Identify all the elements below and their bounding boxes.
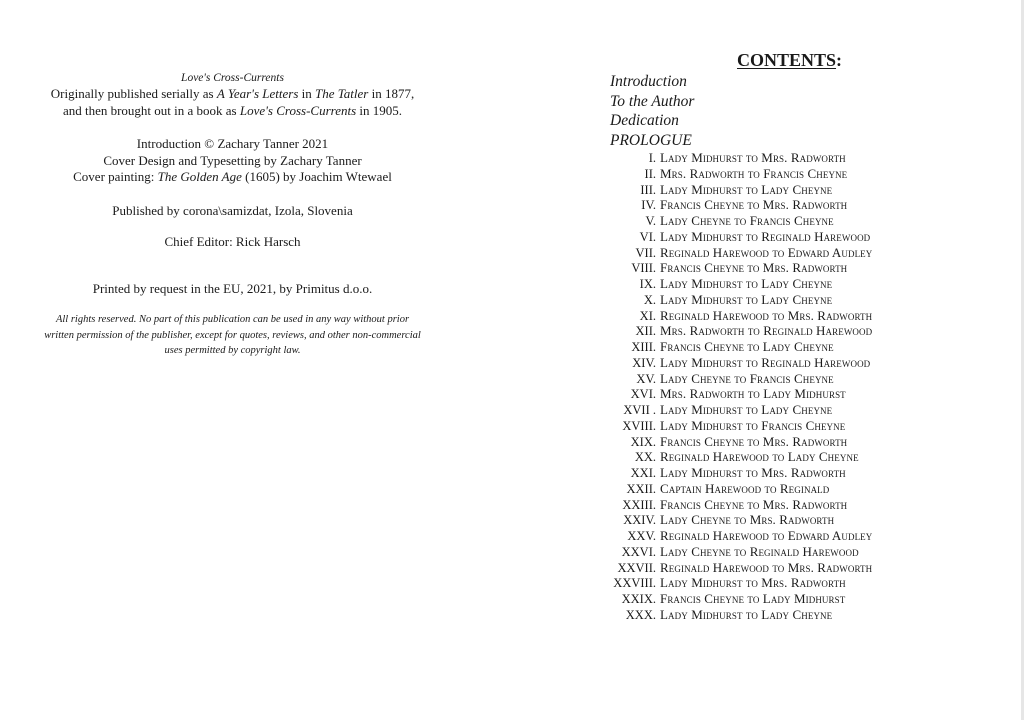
toc-entry-number: V.: [645, 214, 656, 228]
toc-entry: [600, 465, 872, 481]
toc-entry-title: Francis Cheyne to Lady Midhurst: [660, 591, 846, 606]
toc-entry-number: VII.: [635, 245, 656, 260]
book-title: Love's Cross-Currents: [181, 72, 284, 84]
toc-entry: [600, 386, 872, 402]
toc-entry-number: XXIV.: [623, 513, 656, 528]
printer-line: Printed by request in the EU, 2021, by Primitus d.o.o.: [92, 280, 373, 296]
front-matter-list: [610, 72, 694, 150]
toc-entry-title: Francis Cheyne to Mrs. Radworth: [660, 197, 848, 213]
toc-entry-number: XIV.: [632, 355, 656, 370]
toc-entry-number: XXVII.: [617, 560, 656, 575]
publication-history: Originally published serially as A Year's Letters in The Tatler in 1877, and then brought out in a book as Love's Cross-Currents in 1905.: [50, 86, 415, 118]
toc-entry: [600, 166, 872, 182]
toc-entry: [600, 323, 872, 339]
toc-entry-title: Lady Midhurst to Mrs. Radworth: [660, 575, 846, 591]
toc-entry: [600, 497, 872, 513]
toc-entry: [600, 402, 872, 418]
copyright-page: [40, 70, 425, 359]
toc-entry-title: Reginald Harewood to Lady Cheyne: [660, 449, 859, 465]
toc-entry: [600, 182, 872, 198]
toc-entry-number: XXV.: [627, 529, 656, 543]
toc-entry-title: Lady Midhurst to Lady Cheyne: [660, 276, 833, 291]
front-matter-item-prologue: PROLOGUE: [610, 131, 692, 149]
toc-entry-number: IX.: [639, 277, 656, 291]
toc-entry: [600, 229, 872, 245]
toc-entry: [600, 371, 872, 387]
toc-entry: [600, 276, 872, 292]
toc-entry-title: Francis Cheyne to Mrs. Radworth: [660, 433, 848, 449]
toc-entry-number: XXVI.: [621, 544, 656, 559]
toc-entry: [600, 197, 872, 213]
toc-entry: [600, 292, 872, 308]
front-matter-item-introduction: Introduction: [610, 73, 687, 90]
toc-entry-title: Lady Cheyne to Mrs. Radworth: [660, 512, 835, 528]
toc-entry-number: XXIX.: [621, 592, 656, 606]
front-matter-item-to-the-author: To the Author: [610, 92, 695, 110]
toc-entry-number: X.: [643, 292, 656, 307]
toc-entry-number: VI.: [639, 229, 656, 244]
magazine-title: The Tatler: [315, 86, 369, 101]
toc-entry-number: XIII.: [631, 340, 656, 354]
toc-entry-title: Lady Midhurst to Reginald Harewood: [660, 354, 871, 370]
toc-entry-title: Reginald Harewood to Mrs. Radworth: [660, 307, 873, 323]
toc-entry-title: Reginald Harewood to Mrs. Radworth: [660, 559, 873, 575]
toc-entry-number: II.: [644, 166, 656, 181]
painting-title: The Golden Age: [157, 169, 242, 184]
toc-entry-title: Lady Midhurst to Lady Cheyne: [660, 181, 833, 197]
serial-title: A Year's Letters: [216, 86, 299, 101]
toc-entry-title: Lady Midhurst to Mrs. Radworth: [660, 150, 846, 165]
toc-entry-number: XI.: [639, 308, 656, 323]
toc-entry-title: Mrs. Radworth to Reginald Harewood: [660, 323, 873, 339]
toc-entry: [600, 560, 872, 576]
toc-entry-title: Lady Midhurst to Francis Cheyne: [660, 417, 846, 433]
toc-entry-number: XXII.: [626, 481, 656, 496]
toc-entry: [600, 434, 872, 450]
toc-entry-number: XVIII.: [622, 418, 656, 433]
toc-entry-number: XXIII.: [622, 497, 656, 512]
cover-design-credit: Cover Design and Typesetting by Zachary Tanner: [103, 152, 362, 168]
toc-entry: [600, 418, 872, 434]
toc-entry: [600, 575, 872, 591]
toc-entry: [600, 260, 872, 276]
toc-entry-number: XV.: [636, 371, 656, 386]
toc-entry-title: Francis Cheyne to Mrs. Radworth: [660, 260, 848, 276]
toc-entry-number: III.: [640, 182, 656, 197]
toc-entry-number: XXI.: [630, 466, 656, 480]
toc-entry-title: Captain Harewood to Reginald: [660, 480, 830, 496]
toc-entry: [600, 481, 872, 497]
rights-notice: All rights reserved. No part of this publication can be used in any way without prior written permission of the publisher, except for quotes, reviews, and other non-commercial uses permitted by copyright law.: [44, 314, 421, 356]
front-matter-item-dedication: Dedication: [610, 112, 679, 129]
toc-entry: [600, 245, 872, 261]
toc-entry-title: Francis Cheyne to Mrs. Radworth: [660, 496, 848, 512]
toc-entry-title: Lady Midhurst to Lady Cheyne: [660, 606, 833, 622]
toc-entry-title: Mrs. Radworth to Lady Midhurst: [660, 386, 846, 402]
toc-entry-title: Lady Midhurst to Reginald Harewood: [660, 228, 871, 244]
toc-entry-title: Lady Midhurst to Lady Cheyne: [660, 291, 833, 307]
toc-entry-title: Reginald Harewood to Edward Audley: [660, 244, 873, 260]
toc-entry: [600, 544, 872, 560]
book-title-inline: Love's Cross-Currents: [239, 102, 357, 118]
publisher-line: Published by corona\samizdat, Izola, Slovenia: [112, 202, 353, 218]
toc-entry-number: XII.: [635, 324, 656, 339]
toc-entry-number: XIX.: [630, 434, 656, 449]
toc-entry-number: IV.: [641, 198, 656, 213]
toc-entry-number: XXVIII.: [613, 576, 656, 591]
toc-entry-number: XVII .: [623, 403, 656, 417]
toc-entry: [600, 591, 872, 607]
toc-entry: [600, 150, 872, 166]
letters-list: [600, 150, 872, 623]
toc-entry: [600, 512, 872, 528]
toc-entry-number: XXX.: [625, 607, 656, 622]
toc-entry: [600, 339, 872, 355]
toc-entry-number: XX.: [634, 450, 656, 465]
cover-painting-credit: Cover painting: The Golden Age (1605) by Joachim Wtewael: [73, 169, 392, 184]
introduction-credit: Introduction © Zachary Tanner 2021: [136, 136, 329, 151]
toc-entry-title: Francis Cheyne to Lady Cheyne: [660, 339, 834, 354]
toc-entry-title: Reginald Harewood to Edward Audley: [660, 528, 873, 543]
toc-entry-title: Lady Cheyne to Reginald Harewood: [660, 543, 859, 559]
toc-entry-title: Lady Midhurst to Mrs. Radworth: [660, 465, 846, 480]
toc-entry-number: XVI.: [630, 387, 656, 402]
toc-entry: [600, 213, 872, 229]
toc-entry-title: Mrs. Radworth to Francis Cheyne: [660, 165, 848, 181]
toc-entry: [600, 449, 872, 465]
toc-entry: [600, 355, 872, 371]
toc-entry: [600, 308, 872, 324]
toc-entry-number: I.: [648, 151, 656, 165]
toc-entry-number: VIII.: [631, 261, 656, 276]
toc-entry: [600, 528, 872, 544]
toc-entry: [600, 607, 872, 623]
toc-entry-title: Lady Cheyne to Francis Cheyne: [660, 213, 834, 228]
toc-entry-title: Lady Midhurst to Lady Cheyne: [660, 402, 833, 417]
contents-heading: CONTENTS:: [737, 50, 843, 70]
toc-entry-title: Lady Cheyne to Francis Cheyne: [660, 370, 834, 386]
chief-editor-line: Chief Editor: Rick Harsch: [164, 234, 301, 249]
